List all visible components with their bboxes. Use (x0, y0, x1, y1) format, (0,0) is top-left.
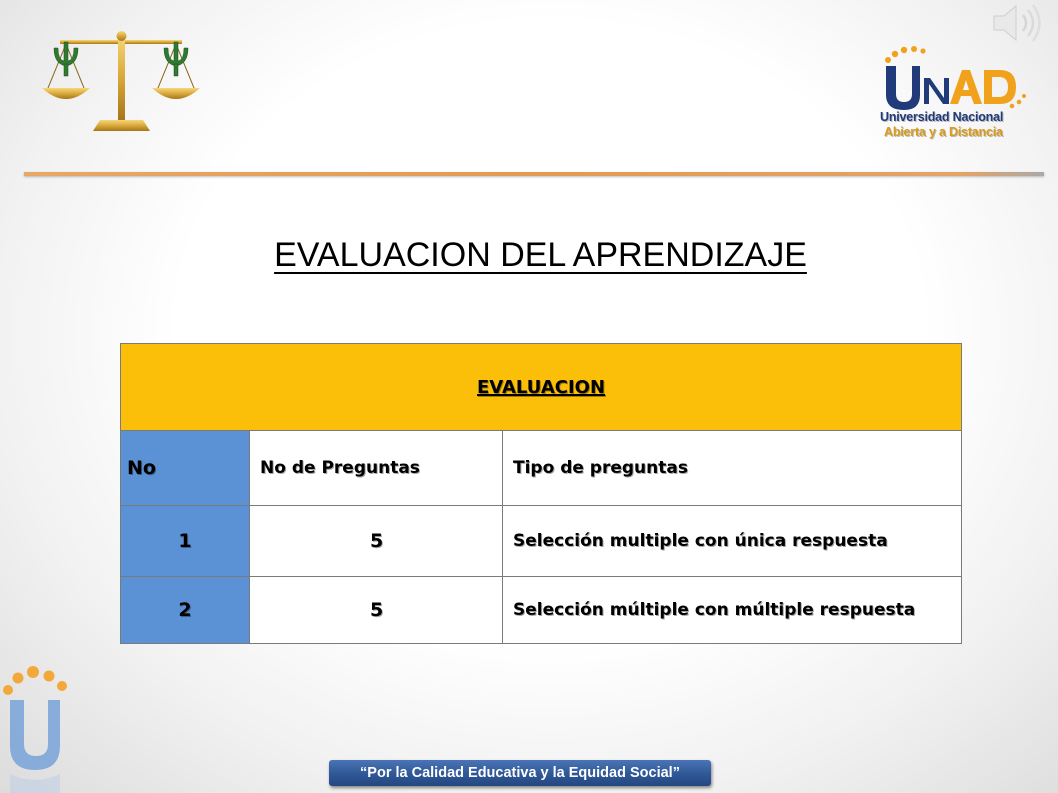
column-header-count: No de Preguntas (250, 431, 503, 506)
psi-balance-scale-icon (38, 28, 204, 136)
column-header-row (121, 431, 962, 506)
unad-u-icon (0, 664, 72, 793)
header-divider (24, 172, 1044, 176)
table-row (121, 577, 962, 644)
motto-banner: “Por la Calidad Educativa y la Equidad Social” (329, 760, 711, 786)
question-count: 5 (250, 577, 503, 644)
question-count: 5 (250, 506, 503, 577)
evaluation-table (120, 343, 962, 644)
unad-name-line2: Abierta y a Distancia (884, 125, 1003, 139)
question-type: Selección múltiple con múltiple respuesta (503, 577, 962, 644)
column-header-type: Tipo de preguntas (503, 431, 962, 506)
page-title: EVALUACION DEL APRENDIZAJE (274, 236, 807, 274)
table-title-row (121, 344, 962, 431)
table-row (121, 506, 962, 577)
unad-wordmark (878, 46, 1028, 112)
row-number: 2 (121, 577, 250, 644)
column-header-no: No (121, 431, 250, 506)
question-type: Selección multiple con única respuesta (503, 506, 962, 577)
unad-name-line1: Universidad Nacional (880, 110, 1004, 124)
row-number: 1 (121, 506, 250, 577)
table-header: EVALUACION (121, 344, 962, 431)
unad-logo (874, 40, 1026, 146)
